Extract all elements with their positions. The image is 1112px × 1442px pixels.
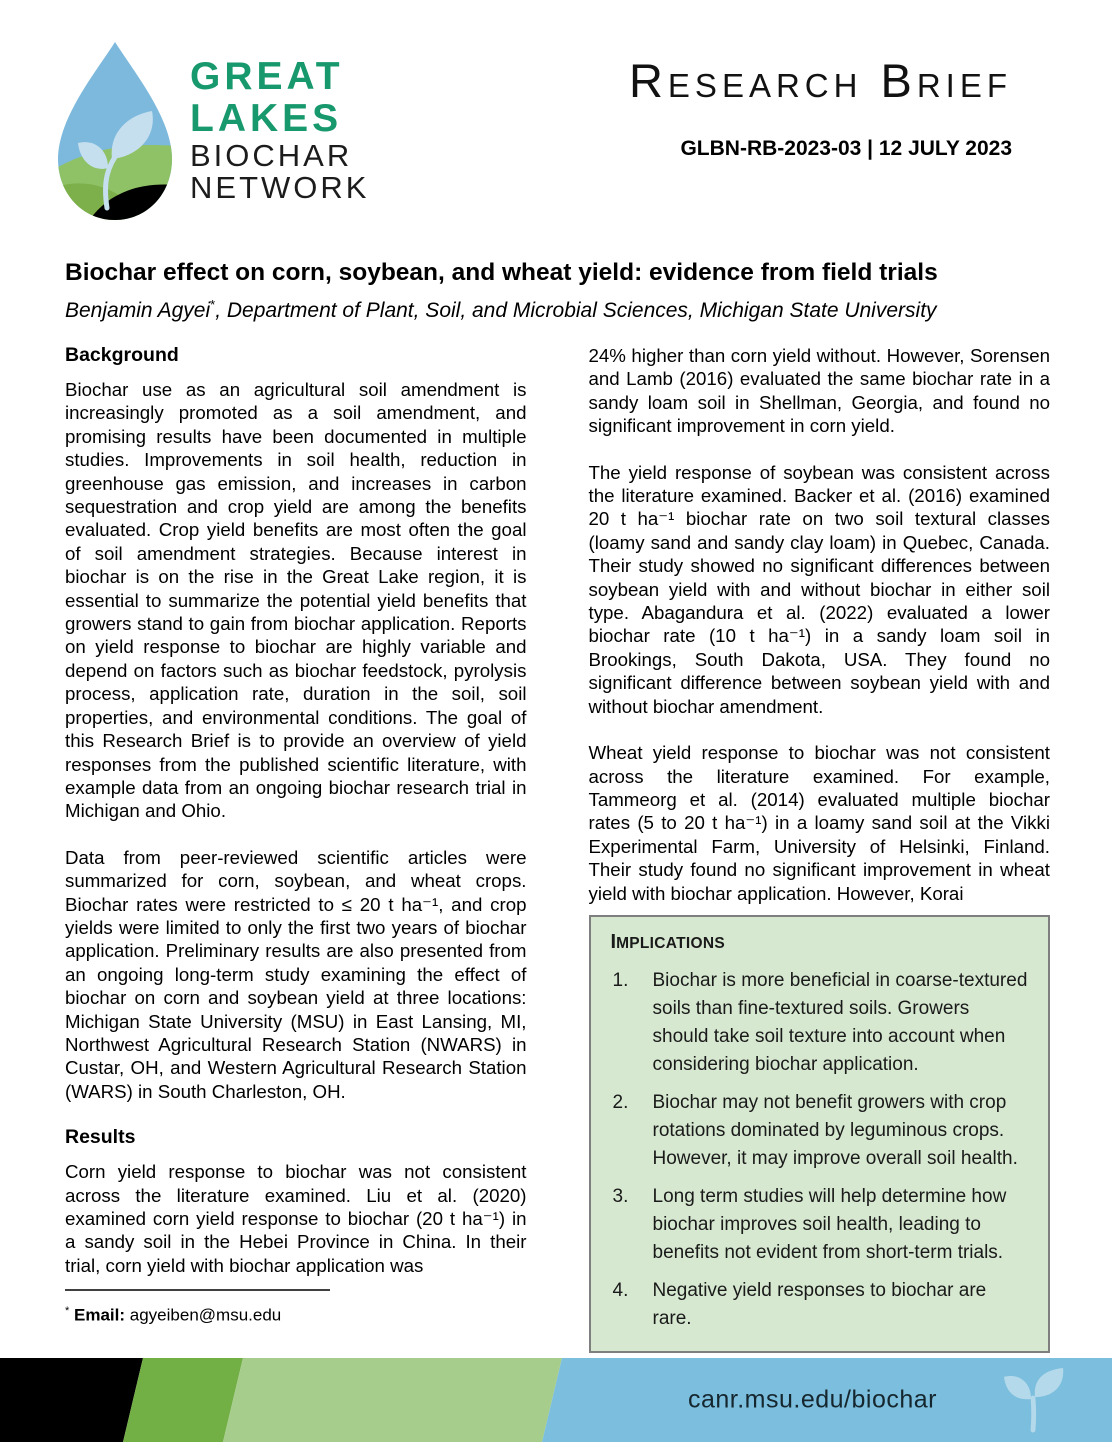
- document-title: Biochar effect on corn, soybean, and wheat yield: evidence from field trials: [65, 259, 938, 286]
- logo-word-great: GREAT: [190, 55, 344, 98]
- results-paragraph-3: The yield response of soybean was consistent across the literature examined. Backer et al. (2016) examined 20 t ha⁻¹ biochar rate on two soil textural classes (loamy sand and sandy clay loam) in Quebec, Canada. Their study showed no significant differences between soybean yield with and without biochar in either soil type. Abagandura et al. (2022) evaluated a lower biochar rate (10 t ha⁻¹) in a sandy loam soil in Brookings, South Dakota, USA. They found no significant difference between soybean yield with and without biochar amendment.: [588, 461, 1050, 717]
- implication-text: Biochar may not benefit growers with crop rotations dominated by leguminous crops. However, it may improve overall soil health.: [652, 1091, 1018, 1169]
- footer-stripe-green: [123, 1358, 243, 1442]
- glbn-logo: [50, 40, 369, 222]
- body-columns: [65, 344, 1050, 1353]
- left-column: [65, 344, 527, 1353]
- results-paragraph-1: Corn yield response to biochar was not consistent across the literature examined. Liu et al. (2020) examined corn yield response to biochar (20 t ha⁻¹) in a sandy soil in the Hebei Province in China. In their trial, corn yield with biochar application was: [65, 1161, 527, 1276]
- implication-text: Long term studies will help determine how biochar improves soil health, leading to benefits not evident from short-term trials.: [652, 1185, 1007, 1263]
- implication-item-1: [607, 967, 1029, 1079]
- author-name: Benjamin Agyei: [65, 299, 211, 322]
- results-paragraph-4: Wheat yield response to biochar was not consistent across the literature examined. For example, Tammeorg et al. (2014) evaluated multiple biochar rates (5 to 20 t ha⁻¹) in a loamy sand soil at the Vikki Experimental Farm, University of Helsinki, Finland. Their study found no significant improvement in wheat yield with biochar application. However, Korai: [588, 742, 1050, 904]
- footer-leaf-left: [1004, 1376, 1031, 1399]
- masthead-esearch: ESEARCH: [667, 67, 863, 104]
- logo-word-lakes: LAKES: [190, 97, 343, 140]
- background-paragraph-1: Biochar use as an agricultural soil amendment is increasingly promoted as a soil amendment, and promising results have been documented in multiple studies. Improvements in soil health, reduction in greenhouse gas emission, and increases in carbon sequestration and crop yield are among the benefits evaluated. Crop yield benefits are most often the goal of soil amendment strategies. Because interest in biochar is on the rise in the Great Lake region, it is essential to summarize the potential yield benefits that growers stand to gain from biochar application. Reports on yield response to biochar are highly variable and depend on factors such as biochar feedstock, pyrolysis process, application rate, duration in the soil, soil properties, and environmental conditions. The goal of this Research Brief is to provide an overview of yield responses from the published scientific literature, with example data from an ongoing biochar research trial in Michigan and Ohio.: [65, 379, 527, 822]
- author-footnote: [65, 1289, 527, 1327]
- footer-banner: [0, 1358, 1112, 1442]
- footnote-email[interactable]: agyeiben@msu.edu: [125, 1305, 282, 1325]
- title-block: [65, 258, 1050, 324]
- brief-reference-number: GLBN-RB-2023-03 | 12 JULY 2023: [680, 137, 1012, 160]
- footnote-text: [65, 1300, 527, 1327]
- implication-text: Biochar is more beneficial in coarse-textured soils than fine-textured soils. Growers should take soil texture into account when considering biochar application.: [652, 969, 1028, 1075]
- footer-stripe-black: [0, 1358, 143, 1442]
- footer-leaf-right: [1035, 1368, 1064, 1397]
- implication-number: 4.: [612, 1279, 629, 1301]
- masthead-r: R: [628, 54, 668, 107]
- footer-website-url[interactable]: canr.msu.edu/biochar: [687, 1385, 937, 1414]
- logo-wordmark: [190, 56, 369, 222]
- header-right: [629, 40, 1012, 161]
- water-drop-logo-icon: [50, 40, 180, 222]
- implication-number: 1.: [612, 969, 629, 991]
- masthead-rief: RIEF: [916, 67, 1012, 104]
- footnote-divider: [65, 1289, 330, 1291]
- results-heading: Results: [65, 1126, 136, 1149]
- author-footnote-mark: *: [210, 297, 216, 312]
- background-paragraph-2: Data from peer-reviewed scientific articles were summarized for corn, soybean, and wheat crops. Biochar rates were restricted to ≤ 20 t ha⁻¹, and crop yields were limited to only the first two years of biochar application. Preliminary results are also presented from an ongoing long-term study examining the effect of biochar on corn and soybean yield at three locations: Michigan State University (MSU) in East Lansing, MI, Northwest Agricultural Research Station (NWARS) in Custar, OH, and Western Agricultural Research Station (WARS) in South Charleston, OH.: [65, 846, 527, 1102]
- implication-item-4: [607, 1277, 1029, 1333]
- implication-item-2: [607, 1089, 1029, 1173]
- footer-leaf-stem: [1033, 1398, 1034, 1430]
- page-header: [0, 0, 1112, 222]
- footnote-label: Email:: [74, 1305, 126, 1325]
- implications-heading: [611, 931, 1029, 955]
- implications-heading-rest: MPLICATIONS: [616, 934, 725, 952]
- background-heading: Background: [65, 344, 179, 366]
- implication-text: Negative yield responses to biochar are rare.: [652, 1279, 987, 1329]
- implication-number: 2.: [612, 1091, 629, 1113]
- masthead-b: B: [880, 54, 917, 107]
- implication-number: 3.: [612, 1185, 629, 1207]
- research-brief-masthead: [629, 56, 1012, 111]
- logo-word-network: NETWORK: [190, 170, 370, 205]
- logo-word-biochar: BIOCHAR: [190, 138, 353, 173]
- implications-list: [607, 967, 1029, 1333]
- footnote-mark: *: [65, 1305, 70, 1318]
- footer-color-stripes: [0, 1358, 1112, 1442]
- implications-heading-initial: I: [610, 930, 617, 953]
- footer-leaf-icon: [1002, 1367, 1064, 1433]
- author-byline: [65, 292, 1050, 324]
- implications-box: [589, 915, 1051, 1353]
- results-paragraph-2: 24% higher than corn yield without. However, Sorensen and Lamb (2016) evaluated the same biochar rate in a sandy loam soil in Shellman, Georgia, and found no significant improvement in corn yield.: [588, 345, 1050, 437]
- footer-stripe-light-green: [223, 1358, 562, 1442]
- author-affiliation: , Department of Plant, Soil, and Microbial Sciences, Michigan State University: [215, 299, 937, 322]
- right-column: [589, 344, 1051, 1353]
- implication-item-3: [607, 1183, 1029, 1267]
